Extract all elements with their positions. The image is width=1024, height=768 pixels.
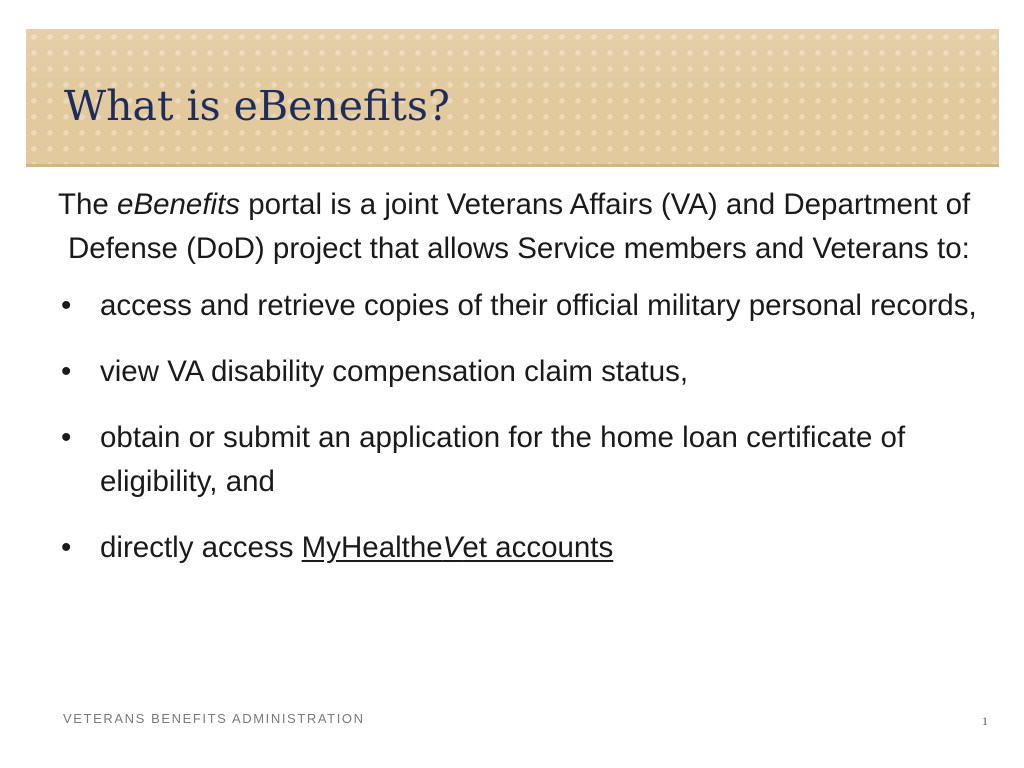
bullet-item [58, 526, 978, 570]
bullet-list [58, 284, 978, 570]
intro-paragraph [58, 183, 978, 271]
bullet-text-prefix: directly access [100, 531, 302, 564]
link-text-italic: V [442, 531, 463, 564]
intro-emphasis: eBenefits [117, 188, 241, 221]
link-text-part2: et accounts [462, 531, 614, 564]
bullet-dot-icon: • [61, 421, 72, 454]
bullet-text: view VA disability compensation claim status, [100, 355, 689, 388]
bullet-item [58, 416, 978, 504]
footer-organization: VETERANS BENEFITS ADMINISTRATION [63, 711, 365, 726]
bullet-item [58, 350, 978, 394]
slide-body [58, 183, 978, 592]
bullet-text: obtain or submit an application for the home loan certificate of eligibility, and [100, 421, 906, 498]
slide-title: What is eBenefits? [64, 82, 450, 130]
bullet-text: access and retrieve copies of their official military personal records, [100, 289, 977, 322]
bullet-dot-icon: • [61, 531, 72, 564]
bullet-dot-icon: • [61, 355, 72, 388]
intro-suffix: portal is a joint Veterans Affairs (VA) and Department of Defense (DoD) project that allows Service members and Veterans to: [68, 188, 971, 265]
link-text-part1: MyHealthe [301, 531, 443, 564]
title-banner [26, 29, 999, 167]
intro-prefix: The [58, 188, 118, 221]
bullet-item [58, 284, 978, 328]
myhealthevet-link[interactable] [302, 531, 614, 564]
bullet-dot-icon: • [61, 289, 72, 322]
page-number: 1 [982, 714, 988, 728]
